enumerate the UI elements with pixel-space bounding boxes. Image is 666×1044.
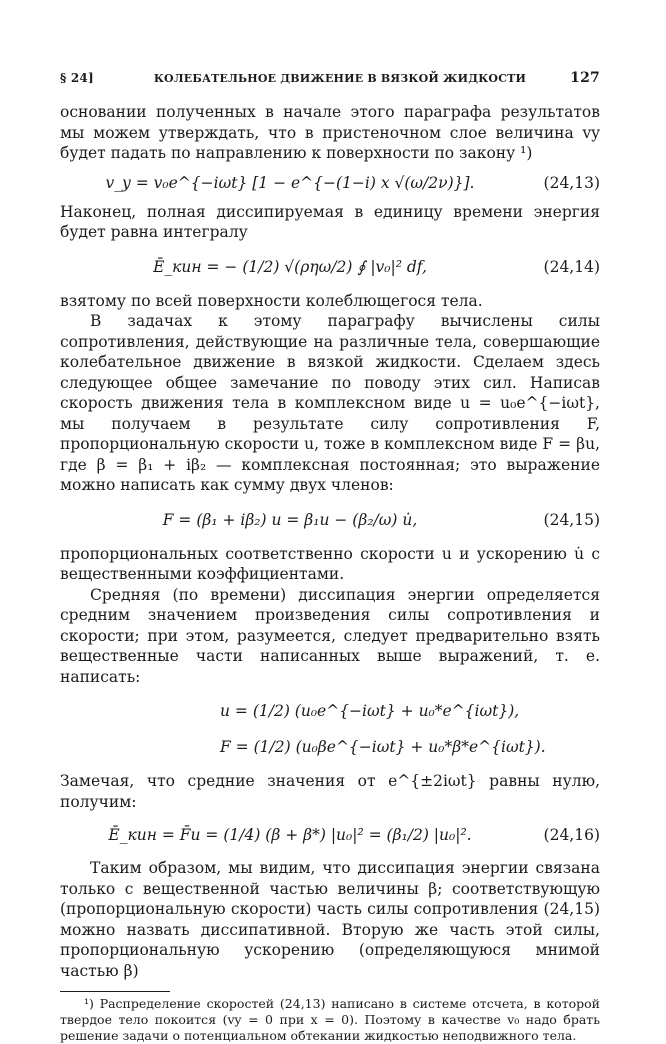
equation-group-real-parts	[60, 693, 600, 765]
equation-24-16	[60, 814, 600, 856]
equation-formula: F = (1/2) (u₀βe^{−iωt} + u₀*β*e^{iωt}).	[220, 738, 546, 756]
footnote-divider	[60, 991, 170, 992]
equation-u	[60, 693, 600, 729]
paragraph-5: пропорциональных соответственно скорости u и ускорению u̇ с вещественными коэффициентами.	[60, 544, 600, 583]
paragraph-3: взятому по всей поверхности колеблющегося тела.	[60, 291, 483, 310]
equation-24-13	[60, 166, 600, 200]
chapter-title: КОЛЕБАТЕЛЬНОЕ ДВИЖЕНИЕ В ВЯЗКОЙ ЖИДКОСТИ	[153, 72, 527, 85]
equation-number: (24,15)	[543, 510, 600, 529]
equation-24-14	[60, 245, 600, 289]
equation-formula: v_y = v₀e^{−iωt} [1 − e^{−(1−i) x √(ω/2ν)}].	[105, 173, 475, 192]
equation-number: (24,16)	[543, 826, 600, 844]
equation-F	[60, 729, 600, 765]
paragraph-1: основании полученных в начале этого параграфа результатов мы можем утверждать, что в пристеночном слое величина vy будет падать по направлению к поверхности по закону ¹)	[60, 103, 600, 162]
equation-formula: Ē_кин = F̄u = (1/4) (β + β*) |u₀|² = (β₁/2) |u₀|².	[108, 826, 472, 844]
equation-number: (24,13)	[543, 173, 600, 192]
equation-formula: F = (β₁ + iβ₂) u = β₁u − (β₂/ω) u̇,	[162, 510, 418, 529]
paragraph-7: Замечая, что средние значения от e^{±2iωt} равны нулю, получим:	[60, 772, 600, 811]
paragraph-4: В задачах к этому параграфу вычислены силы сопротивления, действующие на различные тела, совершающие колебательное движение в вязкой жидкости. Сделаем здесь следующее общее замечание по поводу этих сил. Написав скорость движения тела в комплексном виде u = u₀e^{−iωt}, мы получаем в результате силу сопротивления F, пропорциональную скорости u, тоже в комплексном виде F = βu, где β = β₁ + iβ₂ — комплексная постоянная; это выражение можно написать как сумму двух членов:	[60, 312, 600, 494]
page-number: 127	[570, 70, 600, 86]
section-marker: § 24]	[60, 71, 94, 85]
book-page	[60, 70, 600, 1044]
equation-formula: u = (1/2) (u₀e^{−iωt} + u₀*e^{iωt}),	[220, 702, 520, 720]
equation-number: (24,14)	[543, 257, 600, 276]
equation-24-15	[60, 498, 600, 542]
equation-formula: Ē_кин = − (1/2) √(ρηω/2) ∮ |v₀|² df,	[153, 257, 427, 276]
footnote: ¹) Распределение скоростей (24,13) написано в системе отсчета, в которой твердое тело покоится (vy = 0 при x = 0). Поэтому в качестве v₀ надо брать решение задачи о потенциальном обтекании жидкостью неподвижного тела.	[60, 996, 600, 1043]
paragraph-2: Наконец, полная диссипируемая в единицу времени энергия будет равна интегралу	[60, 202, 600, 241]
running-header	[60, 70, 600, 86]
paragraph-8: Таким образом, мы видим, что диссипация энергии связана только с вещественной частью величины β; соответствующую (пропорциональную скорости) часть силы сопротивления (24,15) можно назвать диссипативной. Вторую же часть этой силы, пропорциональную ускорению (определяющуюся мнимой частью β)	[60, 859, 600, 980]
paragraph-6: Средняя (по времени) диссипация энергии определяется средним значением произведения силы сопротивления и скорости; при этом, разумеется, следует предварительно взять вещественные части написанных выше выражений, т. е. написать:	[60, 585, 600, 686]
